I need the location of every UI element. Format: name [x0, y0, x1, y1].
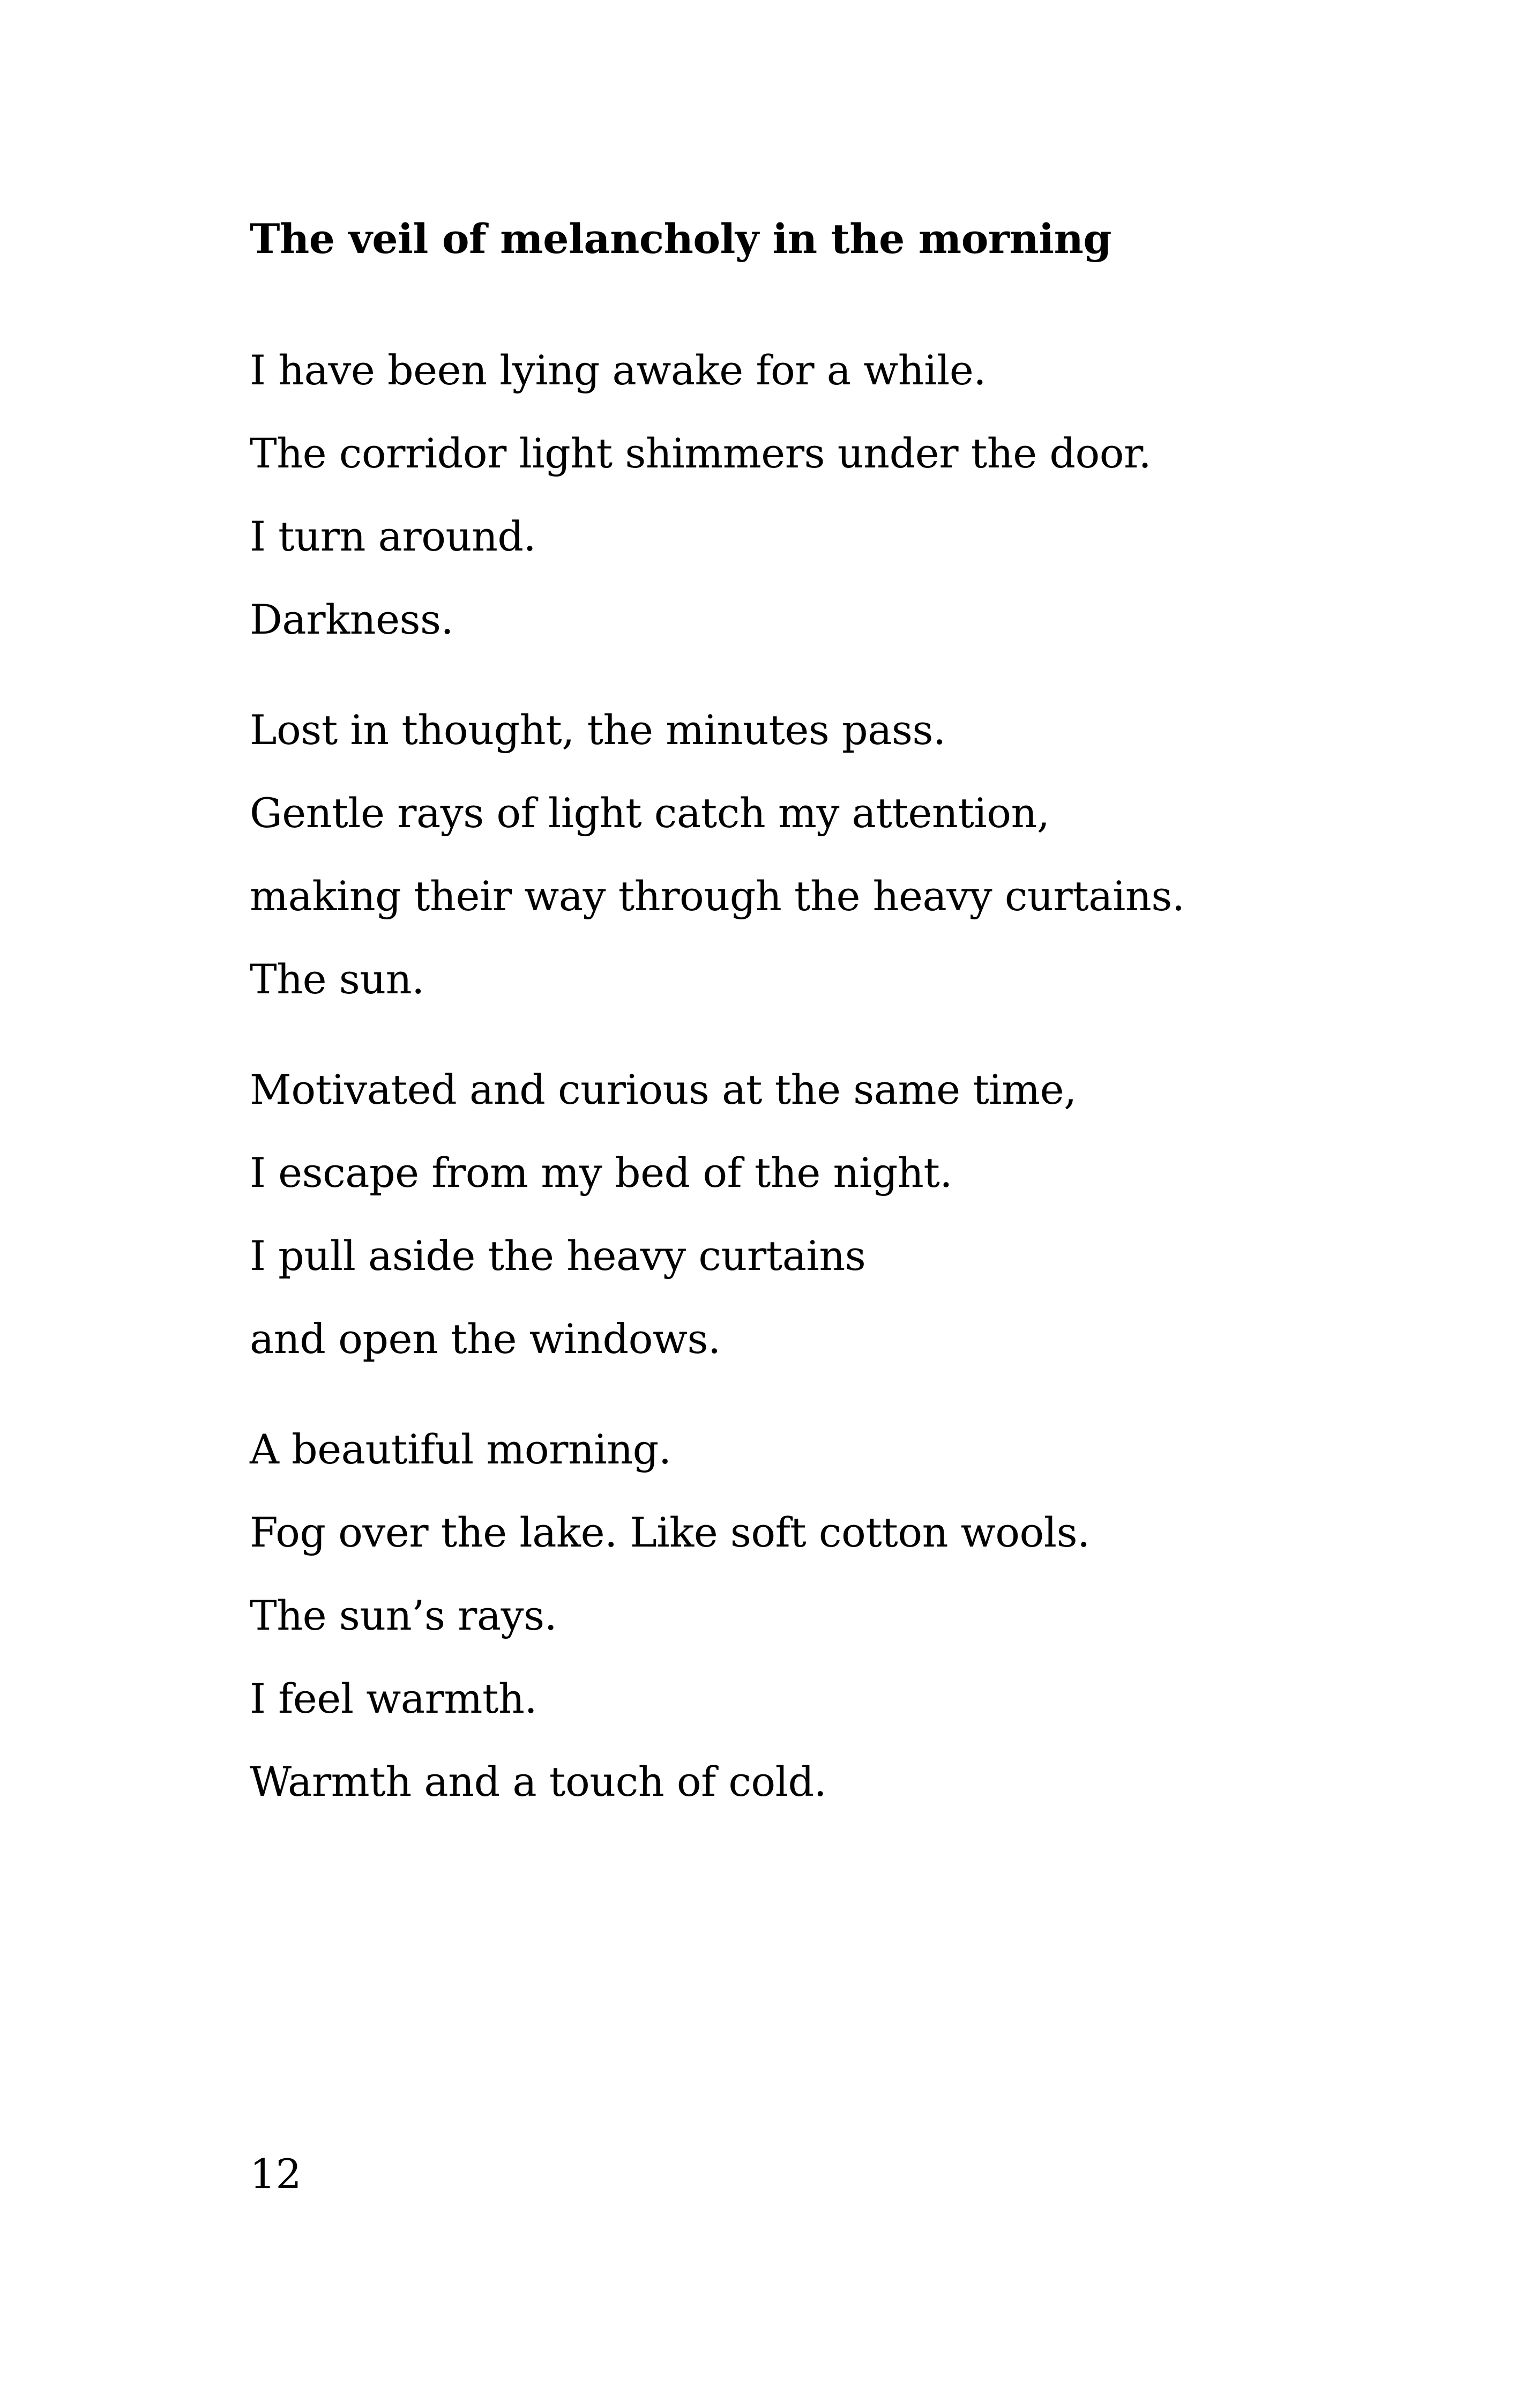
- poem-line: Warmth and a touch of cold.: [250, 1758, 827, 1805]
- poem-line: I turn around.: [250, 512, 536, 560]
- poem-line: The sun.: [250, 955, 424, 1003]
- poem-line: Fog over the lake. Like soft cotton wools.: [250, 1508, 1090, 1556]
- poem-line: The sun’s rays.: [250, 1592, 557, 1639]
- poem-line: The corridor light shimmers under the door.: [250, 429, 1152, 477]
- poem-line: I feel warmth.: [250, 1675, 537, 1722]
- poem-title: The veil of melancholy in the morning: [250, 215, 1111, 263]
- page-number: 12: [250, 2150, 302, 2198]
- poem-line: making their way through the heavy curtains.: [250, 872, 1185, 920]
- poem-line: Lost in thought, the minutes pass.: [250, 706, 946, 754]
- poem-line: I escape from my bed of the night.: [250, 1149, 953, 1196]
- poem-line: I pull aside the heavy curtains: [250, 1232, 866, 1280]
- poem-line: Motivated and curious at the same time,: [250, 1066, 1077, 1113]
- poem-line: A beautiful morning.: [250, 1425, 671, 1473]
- poem-line: I have been lying awake for a while.: [250, 346, 986, 394]
- poem-line: Darkness.: [250, 596, 454, 643]
- poem-line: and open the windows.: [250, 1315, 721, 1363]
- poem-line: Gentle rays of light catch my attention,: [250, 789, 1050, 837]
